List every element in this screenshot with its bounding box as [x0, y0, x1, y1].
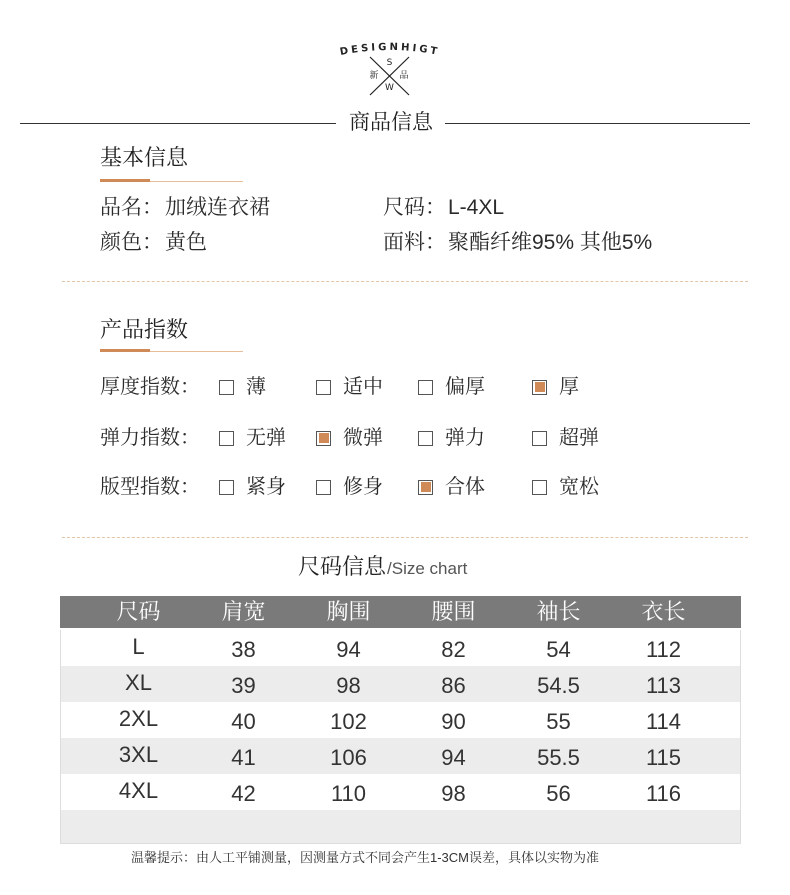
- table-cell: 82: [441, 637, 466, 662]
- table-cell: 90: [441, 709, 466, 734]
- field-value: 黄色: [165, 231, 207, 254]
- table-cell: 54: [546, 637, 571, 662]
- field-size: [383, 195, 504, 221]
- table-cell: 38: [231, 637, 256, 662]
- column-header: 尺码: [116, 599, 161, 624]
- section-title: 商品信息: [349, 111, 433, 134]
- table-cell: 112: [645, 637, 682, 662]
- product-index-heading: 产品指数: [100, 317, 189, 342]
- index-row-thickness: [0, 373, 790, 401]
- option-label: 合体: [445, 476, 485, 498]
- logo-mark-right: 品: [399, 71, 409, 81]
- size-table-body: [60, 630, 741, 844]
- checkbox-fill: [535, 433, 545, 443]
- table-cell: 40: [231, 709, 256, 734]
- option-item: [418, 473, 485, 501]
- field-color: [100, 230, 207, 256]
- table-cell: 115: [645, 745, 682, 770]
- column-header: 腰围: [431, 599, 476, 624]
- option-label: 修身: [343, 476, 383, 498]
- option-item: [316, 424, 383, 452]
- option-item: [532, 424, 599, 452]
- table-cell: 94: [336, 637, 361, 662]
- field-label: 品名：: [100, 196, 163, 219]
- index-row-fit: [0, 473, 790, 501]
- table-cell: 55.5: [537, 745, 580, 770]
- heading-underline-accent: [100, 349, 150, 352]
- table-cell: 110: [330, 781, 367, 806]
- option-label: 无弹: [246, 427, 286, 449]
- table-cell: 42: [231, 781, 256, 806]
- option-label: 弹力: [445, 427, 485, 449]
- checkbox-fill: [421, 482, 431, 492]
- table-cell: 54.5: [537, 673, 580, 698]
- brand-logo: [320, 30, 460, 105]
- checkbox: [418, 380, 433, 395]
- table-cell: 56: [546, 781, 571, 806]
- checkbox: [219, 431, 234, 446]
- option-label: 宽松: [559, 476, 599, 498]
- checkbox: [418, 480, 433, 495]
- logo-mark-left: 新: [369, 71, 379, 81]
- option-label: 偏厚: [445, 376, 485, 398]
- column-header: 袖长: [536, 599, 581, 624]
- checkbox: [219, 480, 234, 495]
- index-row-label: 版型指数：: [100, 476, 200, 498]
- logo-brand-text: [339, 42, 441, 58]
- table-row: [61, 738, 740, 774]
- option-label: 适中: [343, 376, 383, 398]
- size-table-header: [60, 596, 741, 628]
- table-cell-size: 4XL: [118, 778, 159, 803]
- field-label: 颜色：: [100, 231, 163, 254]
- checkbox: [316, 431, 331, 446]
- field-value: 加绒连衣裙: [165, 196, 270, 219]
- index-row-label: 弹力指数：: [100, 427, 200, 449]
- option-item: [532, 473, 599, 501]
- field-value: 聚酯纤维95% 其他5%: [448, 231, 653, 254]
- table-row: [61, 774, 740, 810]
- column-header: 胸围: [326, 599, 371, 624]
- checkbox-fill: [222, 382, 232, 392]
- checkbox: [418, 431, 433, 446]
- checkbox: [532, 380, 547, 395]
- table-cell: 98: [441, 781, 466, 806]
- basic-info-heading: 基本信息: [100, 145, 189, 170]
- table-cell: 106: [330, 745, 367, 770]
- checkbox: [532, 480, 547, 495]
- checkbox-fill: [222, 482, 232, 492]
- table-row-empty: [61, 810, 740, 843]
- option-label: 薄: [246, 376, 266, 398]
- dashed-divider: [62, 281, 748, 282]
- checkbox: [316, 480, 331, 495]
- checkbox-fill: [319, 382, 329, 392]
- option-item: [219, 473, 286, 501]
- field-value: L-4XL: [448, 196, 505, 219]
- checkbox-fill: [535, 482, 545, 492]
- field-name: [100, 195, 270, 221]
- table-cell: 116: [645, 781, 682, 806]
- option-label: 微弹: [343, 427, 383, 449]
- option-item: [418, 373, 485, 401]
- checkbox-fill: [319, 482, 329, 492]
- table-cell: 98: [336, 673, 361, 698]
- column-header: 肩宽: [221, 599, 266, 624]
- table-cell-size: XL: [125, 670, 152, 695]
- checkbox: [219, 380, 234, 395]
- checkbox-fill: [421, 433, 431, 443]
- option-label: 紧身: [246, 476, 286, 498]
- table-cell: 86: [441, 673, 466, 698]
- field-label: 尺码：: [383, 196, 446, 219]
- size-table: [60, 596, 741, 844]
- option-item: [219, 373, 266, 401]
- option-item: [316, 373, 383, 401]
- size-chart-title-en: /Size chart: [387, 559, 468, 578]
- option-label: 厚: [559, 376, 579, 398]
- index-row-label: 厚度指数：: [100, 376, 200, 398]
- checkbox-fill: [421, 382, 431, 392]
- dashed-divider: [62, 537, 748, 538]
- index-row-elasticity: [0, 424, 790, 452]
- table-cell: 55: [546, 709, 571, 734]
- checkbox: [316, 380, 331, 395]
- section-rule-left: [20, 123, 336, 124]
- size-chart-title: [298, 550, 467, 580]
- field-label: 面料：: [383, 231, 446, 254]
- table-cell: 102: [330, 709, 367, 734]
- table-cell: 94: [441, 745, 466, 770]
- table-cell-size: 3XL: [118, 742, 159, 767]
- table-cell: 39: [231, 673, 256, 698]
- checkbox: [532, 431, 547, 446]
- option-item: [316, 473, 383, 501]
- checkbox-fill: [319, 433, 329, 443]
- logo-brand-arc: DESIGNHIGT: [339, 41, 441, 58]
- section-rule-right: [445, 123, 750, 124]
- option-label: 超弹: [559, 427, 599, 449]
- measurement-note: 温馨提示：由人工平铺测量，因测量方式不同会产生1-3CM误差，具体以实物为准: [131, 850, 600, 865]
- option-item: [219, 424, 286, 452]
- table-cell: 113: [645, 673, 682, 698]
- checkbox-fill: [222, 433, 232, 443]
- table-row: [61, 630, 740, 666]
- column-header: 衣长: [641, 599, 686, 624]
- table-row: [61, 666, 740, 702]
- checkbox-fill: [535, 382, 545, 392]
- option-item: [418, 424, 485, 452]
- heading-underline-accent: [100, 179, 150, 182]
- table-row: [61, 702, 740, 738]
- table-cell: 41: [231, 745, 256, 770]
- field-fabric: [383, 230, 652, 256]
- logo-mark-top: S: [386, 58, 393, 68]
- table-cell-size: L: [132, 634, 145, 659]
- logo-mark-bottom: W: [385, 83, 394, 93]
- size-chart-title-cn: 尺码信息: [298, 554, 387, 579]
- option-item: [532, 373, 579, 401]
- table-cell-size: 2XL: [118, 706, 159, 731]
- table-cell: 114: [645, 709, 682, 734]
